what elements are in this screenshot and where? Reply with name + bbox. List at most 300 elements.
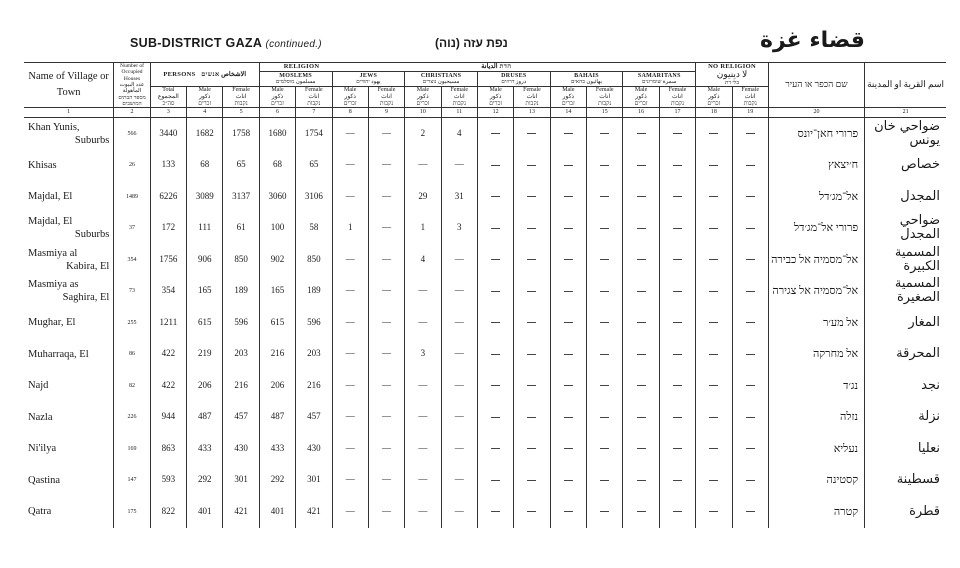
cell-chr-m: — bbox=[405, 496, 441, 528]
cell-empty-dash bbox=[514, 339, 550, 371]
village-name-line1: Muharraqa, El bbox=[28, 348, 89, 360]
dash-mark bbox=[673, 480, 682, 481]
cell-empty-dash bbox=[732, 370, 768, 402]
subheader-female-text: Female bbox=[232, 87, 250, 94]
houses-label-he: מספר הבתים המושבים bbox=[118, 94, 146, 107]
cell-male: 1682 bbox=[187, 118, 223, 150]
subheader-male-text: Male bbox=[489, 87, 502, 94]
header-samaritans bbox=[623, 71, 696, 86]
cell-jew-f: — bbox=[368, 118, 404, 150]
cell-male: 433 bbox=[187, 433, 223, 465]
druses-label-ar: دروز bbox=[515, 79, 527, 86]
cell-chr-m: — bbox=[405, 402, 441, 434]
header-christians bbox=[405, 71, 478, 86]
table-header bbox=[24, 63, 946, 118]
dash-mark bbox=[600, 165, 609, 166]
subheader-female-text-ar: اناث bbox=[744, 93, 756, 100]
cell-empty-dash bbox=[696, 339, 732, 371]
cell-total: 354 bbox=[150, 276, 186, 308]
village-name-en bbox=[24, 496, 114, 528]
subheader-male bbox=[259, 87, 295, 108]
subheader-male-text: Male bbox=[198, 87, 211, 94]
dash-mark bbox=[600, 322, 609, 323]
no-religion-label-he: בלי דת bbox=[724, 80, 740, 87]
dash-mark bbox=[709, 448, 718, 449]
cell-mos-f: 216 bbox=[296, 370, 332, 402]
subheader-male-text-ar: ذكور bbox=[198, 93, 211, 100]
subheader-female-text-he: נקבות bbox=[525, 100, 539, 107]
dash-mark bbox=[564, 417, 573, 418]
cell-empty-dash bbox=[732, 465, 768, 497]
cell-male: 3089 bbox=[187, 181, 223, 213]
cell-total: 822 bbox=[150, 496, 186, 528]
cell-empty-dash bbox=[623, 276, 659, 308]
cell-empty-dash bbox=[587, 433, 623, 465]
cell-empty-dash bbox=[732, 150, 768, 182]
cell-empty-dash bbox=[514, 496, 550, 528]
cell-houses: 26 bbox=[114, 150, 150, 182]
cell-jew-f: — bbox=[368, 244, 404, 276]
dash-mark bbox=[673, 196, 682, 197]
subheader-female-text: Female bbox=[450, 87, 469, 94]
cell-houses: 147 bbox=[114, 465, 150, 497]
dash-mark bbox=[746, 385, 755, 386]
cell-chr-f: — bbox=[441, 402, 477, 434]
table-row bbox=[24, 213, 946, 245]
dash-mark bbox=[673, 133, 682, 134]
dash-mark bbox=[600, 133, 609, 134]
cell-jew-m: — bbox=[332, 276, 368, 308]
subheader-female-text-he: נקבות bbox=[743, 100, 757, 107]
cell-chr-f: 4 bbox=[441, 118, 477, 150]
cell-empty-dash bbox=[550, 244, 586, 276]
cell-mos-m: 68 bbox=[259, 150, 295, 182]
dash-mark bbox=[637, 385, 646, 386]
cell-jew-m: — bbox=[332, 118, 368, 150]
village-name-line1: Najd bbox=[28, 380, 49, 392]
dash-mark bbox=[527, 196, 536, 197]
village-name-he: אל־מסמיה אל כבירה bbox=[768, 244, 864, 276]
cell-jew-m: — bbox=[332, 244, 368, 276]
village-name-ar: المسمية الصغيرة bbox=[894, 276, 940, 306]
persons-label: PERSONS bbox=[163, 71, 196, 79]
header-no-religion bbox=[696, 63, 769, 87]
cell-empty-dash bbox=[514, 244, 550, 276]
cell-empty-dash bbox=[477, 402, 513, 434]
cell-empty-dash bbox=[514, 370, 550, 402]
cell-empty-dash bbox=[477, 181, 513, 213]
no-religion-label-ar: لا دينيون bbox=[716, 69, 748, 80]
cell-male: 615 bbox=[187, 307, 223, 339]
moslems-label-he: מוסלמים bbox=[275, 79, 295, 86]
cell-male: 292 bbox=[187, 465, 223, 497]
cell-empty-dash bbox=[550, 213, 586, 245]
cell-empty-dash bbox=[623, 213, 659, 245]
cell-total: 422 bbox=[150, 370, 186, 402]
dash-mark bbox=[527, 322, 536, 323]
dash-mark bbox=[600, 259, 609, 260]
cell-female: 65 bbox=[223, 150, 259, 182]
column-number: 8 bbox=[332, 108, 368, 118]
subheader-female-text-he: נקבות bbox=[452, 100, 466, 107]
cell-houses: 73 bbox=[114, 276, 150, 308]
subheader-male bbox=[405, 87, 441, 108]
cell-total: 1756 bbox=[150, 244, 186, 276]
village-name-line1: Qatra bbox=[28, 506, 52, 518]
column-number: 14 bbox=[550, 108, 586, 118]
dash-mark bbox=[746, 511, 755, 512]
dash-mark bbox=[564, 291, 573, 292]
cell-empty-dash bbox=[623, 496, 659, 528]
cell-empty-dash bbox=[477, 370, 513, 402]
subheader-total-text-ar: المجموع bbox=[157, 93, 179, 100]
page-title-hebrew: נפת עזה (נוה) bbox=[435, 36, 508, 50]
cell-empty-dash bbox=[477, 150, 513, 182]
dash-mark bbox=[491, 385, 500, 386]
moslems-label-ar: مسلمون bbox=[295, 79, 316, 86]
dash-mark bbox=[527, 291, 536, 292]
column-number: 9 bbox=[368, 108, 404, 118]
village-name-line1: Khan Yunis, bbox=[28, 121, 80, 133]
cell-female: 203 bbox=[223, 339, 259, 371]
subheader-male bbox=[332, 87, 368, 108]
dash-mark bbox=[491, 511, 500, 512]
cell-empty-dash bbox=[514, 213, 550, 245]
cell-female: 421 bbox=[223, 496, 259, 528]
subheader-female-text: Female bbox=[668, 87, 687, 94]
cell-empty-dash bbox=[696, 496, 732, 528]
column-number: 3 bbox=[150, 108, 186, 118]
dash-mark bbox=[527, 259, 536, 260]
dash-mark bbox=[746, 322, 755, 323]
village-name-ar: المغار bbox=[908, 314, 940, 330]
subheader-male-text-he: זכרים bbox=[707, 100, 721, 107]
moslems-label: MOSLEMS bbox=[279, 72, 313, 79]
druses-label: DRUSES bbox=[501, 72, 527, 79]
cell-empty-dash bbox=[477, 307, 513, 339]
subheader-male bbox=[623, 87, 659, 108]
dash-mark bbox=[709, 196, 718, 197]
dash-mark bbox=[491, 228, 500, 229]
cell-empty-dash bbox=[659, 496, 695, 528]
village-name-ar: المحرقة bbox=[896, 346, 940, 362]
cell-chr-m: 2 bbox=[405, 118, 441, 150]
cell-houses: 169 bbox=[114, 433, 150, 465]
cell-empty-dash bbox=[587, 244, 623, 276]
dash-mark bbox=[673, 165, 682, 166]
dash-mark bbox=[600, 417, 609, 418]
cell-chr-m: — bbox=[405, 465, 441, 497]
dash-mark bbox=[491, 448, 500, 449]
cell-houses: 1489 bbox=[114, 181, 150, 213]
cell-empty-dash bbox=[623, 402, 659, 434]
dash-mark bbox=[673, 417, 682, 418]
village-name-he: פרורי אל־מג׳דל bbox=[768, 213, 864, 245]
cell-empty-dash bbox=[659, 465, 695, 497]
cell-jew-f: — bbox=[368, 370, 404, 402]
cell-female: 457 bbox=[223, 402, 259, 434]
cell-chr-f: — bbox=[441, 276, 477, 308]
subheader-male-text: Male bbox=[416, 87, 430, 94]
cell-total: 6226 bbox=[150, 181, 186, 213]
dash-mark bbox=[491, 417, 500, 418]
village-name-ar: نجد bbox=[921, 377, 940, 393]
dash-mark bbox=[746, 196, 755, 197]
cell-female: 1758 bbox=[223, 118, 259, 150]
dash-mark bbox=[600, 196, 609, 197]
dash-mark bbox=[673, 354, 682, 355]
subheader-female-text-he: נקבות bbox=[307, 100, 321, 107]
cell-mos-f: 596 bbox=[296, 307, 332, 339]
table-row bbox=[24, 150, 946, 182]
cell-total: 422 bbox=[150, 339, 186, 371]
dash-mark bbox=[673, 511, 682, 512]
column-number: 18 bbox=[696, 108, 732, 118]
cell-empty-dash bbox=[623, 118, 659, 150]
dash-mark bbox=[746, 259, 755, 260]
column-number: 5 bbox=[223, 108, 259, 118]
dash-mark bbox=[527, 354, 536, 355]
cell-jew-m: — bbox=[332, 465, 368, 497]
subheader-male-text-ar: ذكور bbox=[344, 93, 356, 100]
cell-empty-dash bbox=[623, 465, 659, 497]
cell-female: 301 bbox=[223, 465, 259, 497]
column-number: 19 bbox=[732, 108, 768, 118]
cell-female: 189 bbox=[223, 276, 259, 308]
cell-total: 593 bbox=[150, 465, 186, 497]
subheader-female-text-ar: اناث bbox=[308, 93, 320, 100]
dash-mark bbox=[746, 354, 755, 355]
header-bahais bbox=[550, 71, 623, 86]
cell-mos-m: 1680 bbox=[259, 118, 295, 150]
cell-houses: 37 bbox=[114, 213, 150, 245]
cell-mos-m: 433 bbox=[259, 433, 295, 465]
cell-total: 3440 bbox=[150, 118, 186, 150]
cell-empty-dash bbox=[732, 118, 768, 150]
cell-mos-m: 487 bbox=[259, 402, 295, 434]
dash-mark bbox=[527, 480, 536, 481]
table-body bbox=[24, 118, 946, 528]
subheader-male-text-ar: ذكور bbox=[489, 93, 502, 100]
cell-chr-m: — bbox=[405, 370, 441, 402]
dash-mark bbox=[709, 133, 718, 134]
cell-chr-m: 3 bbox=[405, 339, 441, 371]
village-name-ar: قطرة bbox=[909, 503, 940, 519]
cell-jew-f: — bbox=[368, 213, 404, 245]
cell-total: 1211 bbox=[150, 307, 186, 339]
persons-label-ar: الاشخاص bbox=[221, 71, 247, 79]
subheader-female-text: Female bbox=[305, 87, 323, 94]
subheader-female-text-ar: اناث bbox=[453, 93, 465, 100]
dash-mark bbox=[746, 448, 755, 449]
dash-mark bbox=[746, 291, 755, 292]
cell-empty-dash bbox=[550, 370, 586, 402]
village-name-ar: قسطينة bbox=[896, 472, 940, 488]
cell-empty-dash bbox=[623, 244, 659, 276]
dash-mark bbox=[564, 196, 573, 197]
subheader-male bbox=[550, 87, 586, 108]
subheader-female-text: Female bbox=[523, 87, 541, 94]
cell-female: 850 bbox=[223, 244, 259, 276]
subheader-male bbox=[477, 87, 513, 108]
cell-female: 3137 bbox=[223, 181, 259, 213]
header-persons bbox=[150, 63, 259, 87]
dash-mark bbox=[709, 511, 718, 512]
cell-empty-dash bbox=[587, 465, 623, 497]
subheader-female-text-he: נקבות bbox=[234, 100, 248, 107]
village-name-ar: خصاص bbox=[901, 157, 940, 173]
cell-mos-f: 189 bbox=[296, 276, 332, 308]
dash-mark bbox=[709, 165, 718, 166]
cell-male: 206 bbox=[187, 370, 223, 402]
cell-empty-dash bbox=[696, 370, 732, 402]
religion-label-he: הדת bbox=[499, 63, 512, 71]
subheader-female bbox=[659, 87, 695, 108]
dash-mark bbox=[709, 480, 718, 481]
cell-empty-dash bbox=[732, 307, 768, 339]
cell-empty-dash bbox=[477, 213, 513, 245]
cell-empty-dash bbox=[477, 276, 513, 308]
village-name-en bbox=[24, 339, 114, 371]
bahais-label-he: בהאים bbox=[570, 79, 585, 86]
cell-empty-dash bbox=[514, 276, 550, 308]
table-row bbox=[24, 181, 946, 213]
subheader-female-text-he: נקבות bbox=[598, 100, 612, 107]
cell-jew-m: — bbox=[332, 496, 368, 528]
dash-mark bbox=[600, 511, 609, 512]
cell-empty-dash bbox=[514, 118, 550, 150]
subheader-male bbox=[696, 87, 732, 108]
cell-empty-dash bbox=[587, 339, 623, 371]
cell-empty-dash bbox=[659, 307, 695, 339]
village-name-line2: Saghira, El bbox=[62, 292, 110, 304]
dash-mark bbox=[637, 354, 646, 355]
subheader-total bbox=[150, 87, 186, 108]
column-number: 17 bbox=[659, 108, 695, 118]
dash-mark bbox=[746, 417, 755, 418]
cell-chr-f: — bbox=[441, 433, 477, 465]
houses-label: Number of Occupied Houses bbox=[120, 63, 144, 82]
village-name-line1: Mughar, El bbox=[28, 317, 76, 329]
cell-empty-dash bbox=[587, 118, 623, 150]
cell-empty-dash bbox=[477, 339, 513, 371]
village-name-he: אל מע׳ר bbox=[768, 307, 864, 339]
table-row bbox=[24, 244, 946, 276]
column-number: 16 bbox=[623, 108, 659, 118]
dash-mark bbox=[637, 165, 646, 166]
cell-jew-m: — bbox=[332, 307, 368, 339]
cell-mos-m: 3060 bbox=[259, 181, 295, 213]
dash-mark bbox=[527, 165, 536, 166]
dash-mark bbox=[600, 228, 609, 229]
cell-empty-dash bbox=[696, 465, 732, 497]
cell-mos-f: 301 bbox=[296, 465, 332, 497]
cell-mos-f: 1754 bbox=[296, 118, 332, 150]
cell-chr-f: — bbox=[441, 150, 477, 182]
no-religion-label: NO RELIGION bbox=[708, 63, 756, 70]
subheader-female-text-ar: اناث bbox=[599, 93, 611, 100]
cell-empty-dash bbox=[696, 150, 732, 182]
cell-empty-dash bbox=[623, 433, 659, 465]
cell-mos-f: 457 bbox=[296, 402, 332, 434]
dash-mark bbox=[527, 228, 536, 229]
cell-empty-dash bbox=[623, 150, 659, 182]
cell-jew-m: — bbox=[332, 150, 368, 182]
cell-chr-m: 1 bbox=[405, 213, 441, 245]
village-name-line2: Suburbs bbox=[74, 229, 110, 241]
dash-mark bbox=[709, 322, 718, 323]
cell-empty-dash bbox=[514, 181, 550, 213]
subheader-male-text-he: זכרים bbox=[343, 100, 357, 107]
cell-male: 906 bbox=[187, 244, 223, 276]
persons-label-he: אנשים bbox=[201, 71, 220, 79]
cell-empty-dash bbox=[550, 465, 586, 497]
cell-jew-f: — bbox=[368, 181, 404, 213]
subheader-male-text-he: זכרים bbox=[198, 100, 212, 107]
cell-empty-dash bbox=[514, 402, 550, 434]
cell-empty-dash bbox=[550, 496, 586, 528]
village-name-line1: Nazla bbox=[28, 411, 53, 423]
page-title-english bbox=[130, 36, 322, 50]
cell-jew-m: — bbox=[332, 339, 368, 371]
cell-empty-dash bbox=[659, 150, 695, 182]
subheader-female-text-ar: اناث bbox=[672, 93, 683, 100]
dash-mark bbox=[746, 228, 755, 229]
subheader-female-text: Female bbox=[595, 87, 614, 94]
bahais-label-ar: بهائيون bbox=[586, 79, 603, 86]
cell-houses: 82 bbox=[114, 370, 150, 402]
header-village-he: שם הכפר או העיר bbox=[768, 63, 864, 108]
table-row bbox=[24, 465, 946, 497]
subheader-male-text-ar: ذكور bbox=[417, 93, 429, 100]
subheader-female-text-ar: اناث bbox=[381, 93, 392, 100]
census-table bbox=[24, 62, 946, 528]
subheader-female bbox=[368, 87, 404, 108]
cell-houses: 354 bbox=[114, 244, 150, 276]
village-name-line1: Majdal, El bbox=[28, 216, 73, 228]
dash-mark bbox=[637, 448, 646, 449]
village-name-en bbox=[24, 244, 114, 276]
cell-empty-dash bbox=[659, 370, 695, 402]
cell-chr-f: 31 bbox=[441, 181, 477, 213]
cell-empty-dash bbox=[587, 276, 623, 308]
header-religion bbox=[259, 63, 695, 72]
cell-jew-m: — bbox=[332, 370, 368, 402]
dash-mark bbox=[709, 291, 718, 292]
header-druses bbox=[477, 71, 550, 86]
village-name-en bbox=[24, 465, 114, 497]
cell-mos-f: 421 bbox=[296, 496, 332, 528]
cell-empty-dash bbox=[732, 433, 768, 465]
column-number: 6 bbox=[259, 108, 295, 118]
cell-jew-f: — bbox=[368, 465, 404, 497]
header-houses bbox=[114, 63, 150, 108]
subheader-male-text: Male bbox=[562, 87, 575, 94]
cell-empty-dash bbox=[696, 402, 732, 434]
dash-mark bbox=[637, 133, 646, 134]
cell-chr-m: 29 bbox=[405, 181, 441, 213]
village-name-line2: Suburbs bbox=[74, 134, 110, 146]
village-name-line1: Majdal, El bbox=[28, 191, 73, 203]
village-name-line1: Masmiya as bbox=[28, 279, 79, 291]
village-name-he: נעליא bbox=[768, 433, 864, 465]
cell-empty-dash bbox=[477, 244, 513, 276]
cell-empty-dash bbox=[477, 118, 513, 150]
dash-mark bbox=[564, 511, 573, 512]
subheader-female bbox=[514, 87, 550, 108]
cell-chr-f: — bbox=[441, 307, 477, 339]
cell-mos-m: 292 bbox=[259, 465, 295, 497]
